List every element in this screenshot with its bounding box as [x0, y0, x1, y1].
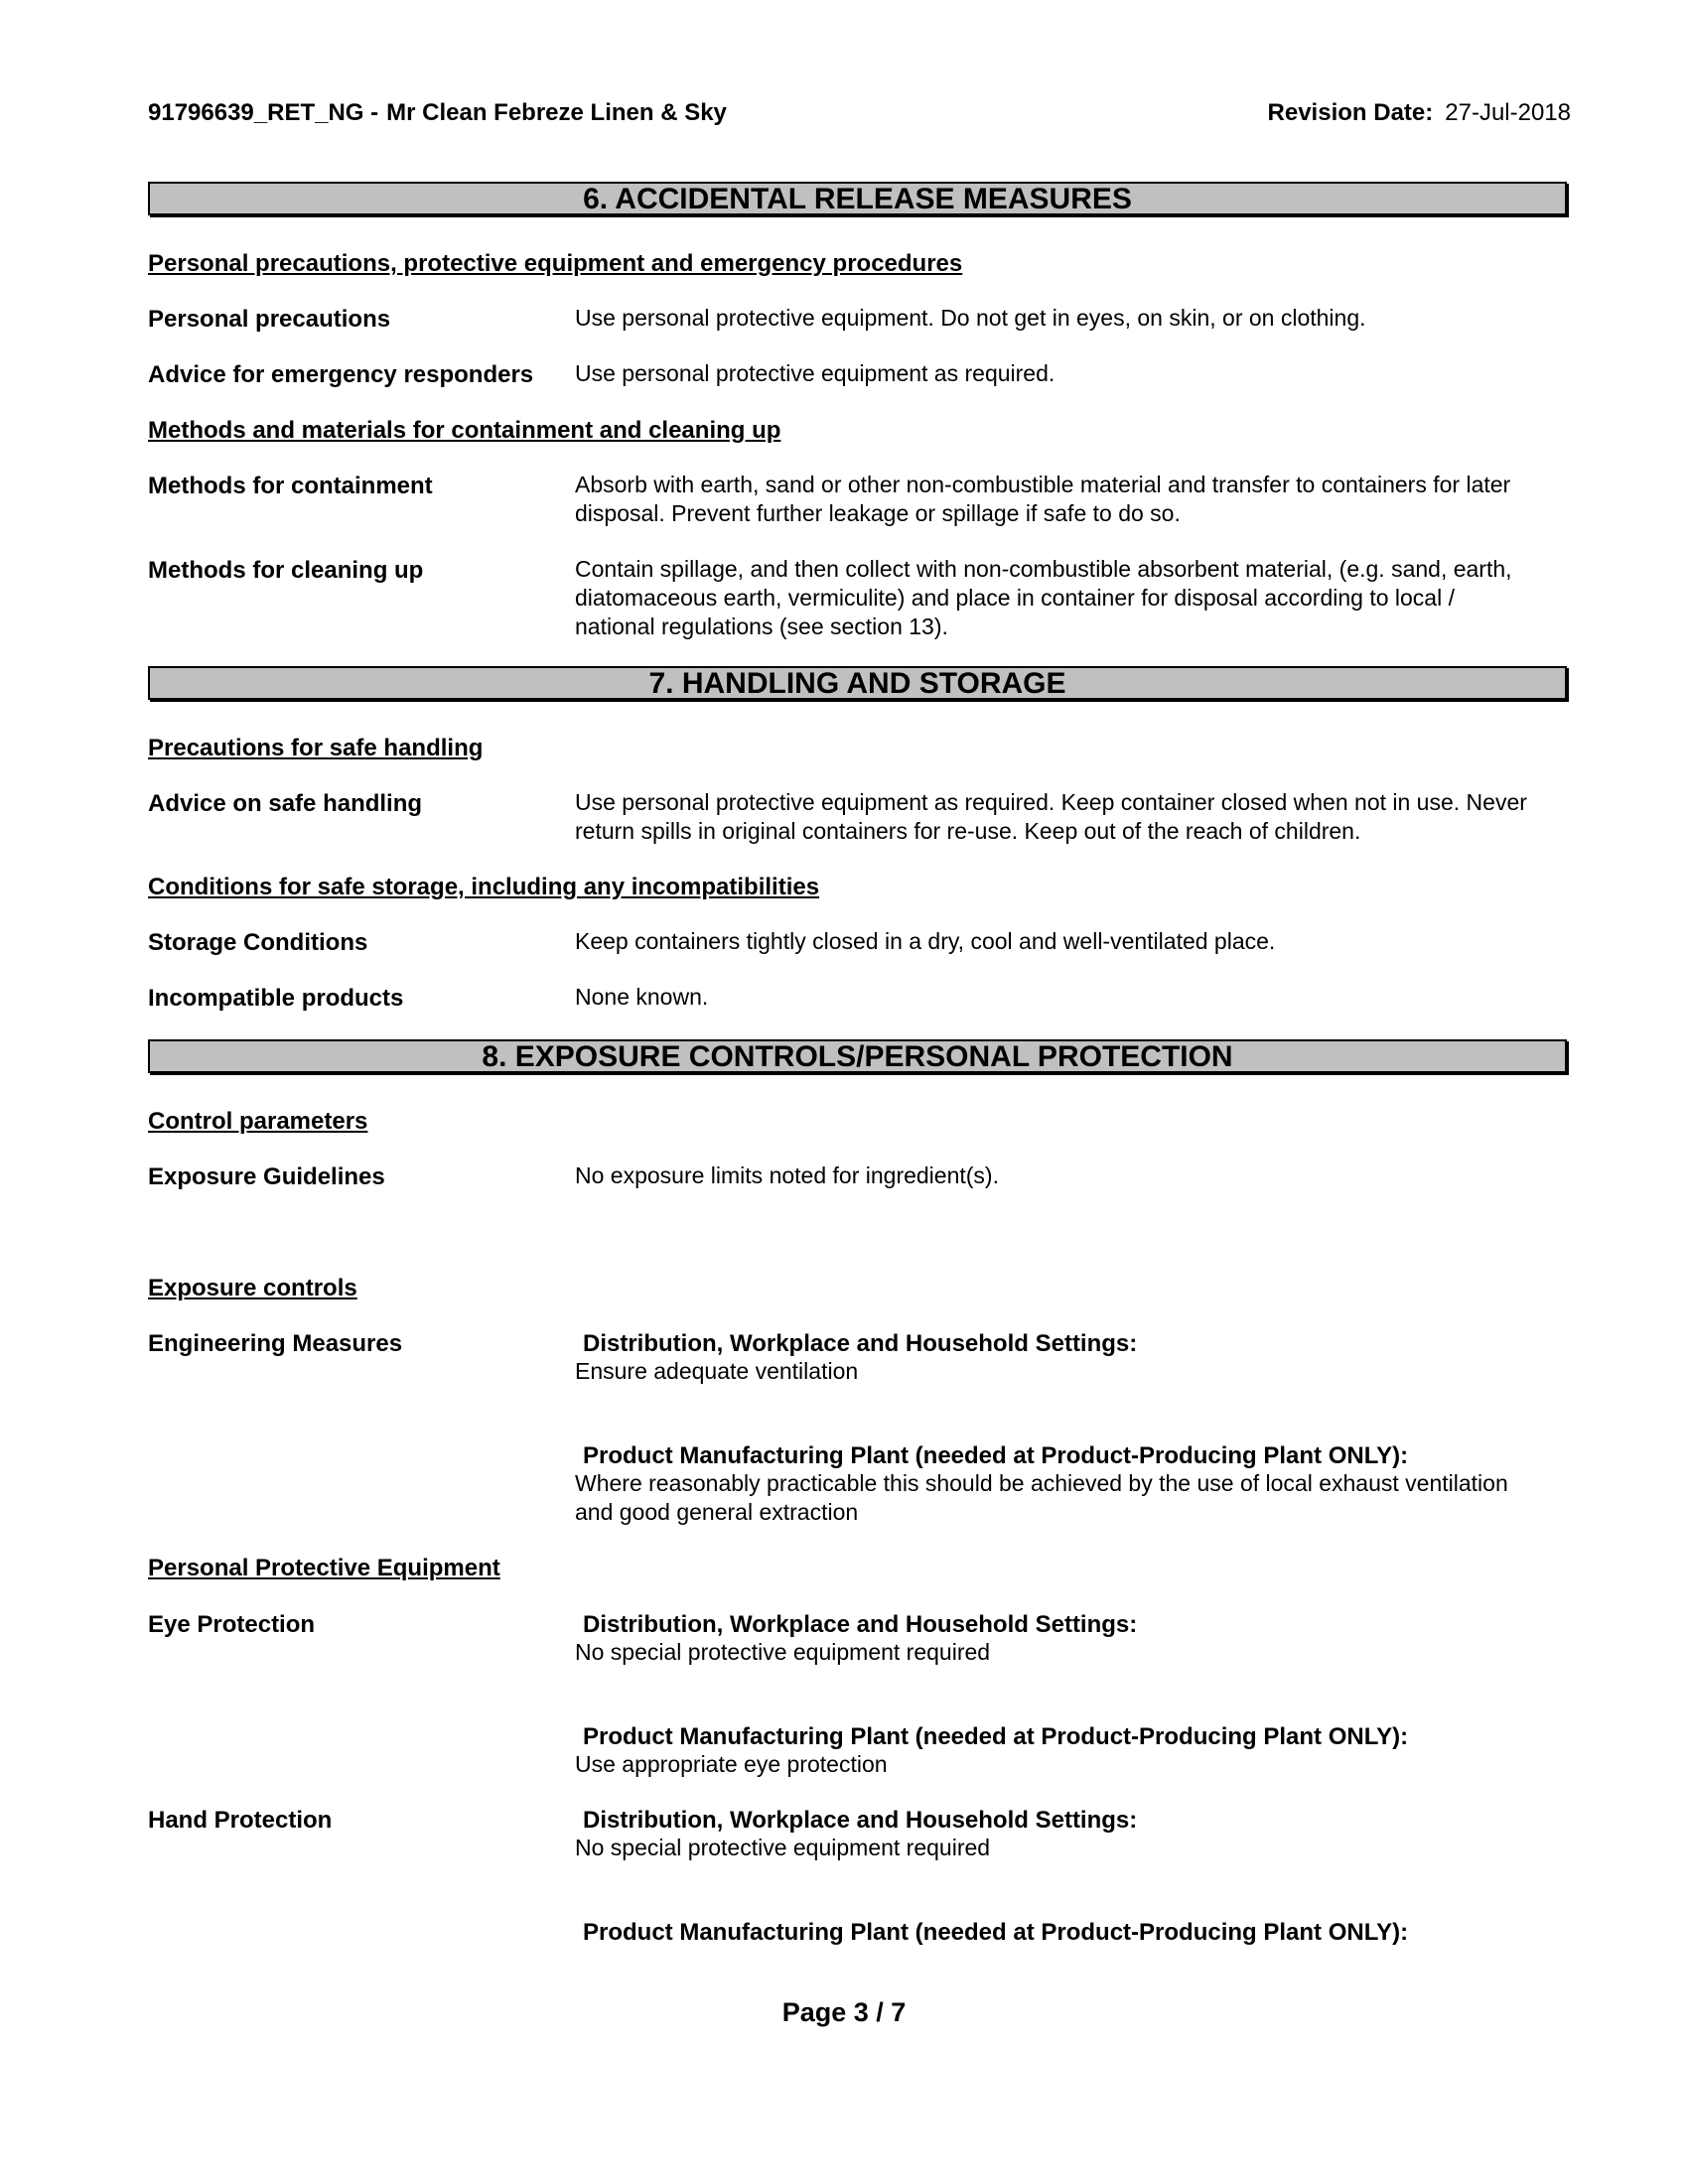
- revision-label: Revision Date:: [1267, 99, 1434, 126]
- storage-conditions-value: Keep containers tightly closed in a dry, cool and well-ventilated place.: [575, 928, 1276, 954]
- incompatible-products-value: None known.: [575, 984, 709, 1010]
- safe-handling-value: Use personal protective equipment as required. Keep container closed when not in use. Never return spills in original containers for re-use. Keep out of the reach of children.: [575, 789, 1527, 844]
- s8-subheading-control: Control parameters: [148, 1108, 368, 1135]
- personal-precautions-label: Personal precautions: [148, 306, 391, 333]
- eye-distribution-heading: Distribution, Workplace and Household Settings:: [583, 1611, 1138, 1638]
- revision-date: 27-Jul-2018: [1445, 99, 1571, 126]
- hand-distribution-heading: Distribution, Workplace and Household Settings:: [583, 1807, 1138, 1834]
- engineering-measures-label: Engineering Measures: [148, 1330, 403, 1357]
- containment-label: Methods for containment: [148, 473, 433, 499]
- hand-plant-heading: Product Manufacturing Plant (needed at Product-Producing Plant ONLY):: [583, 1919, 1409, 1946]
- cleaning-label: Methods for cleaning up: [148, 557, 424, 584]
- eng-plant-heading: Product Manufacturing Plant (needed at Product-Producing Plant ONLY):: [583, 1442, 1409, 1469]
- eye-distribution-value: No special protective equipment required: [575, 1639, 991, 1665]
- s7-subheading-handling: Precautions for safe handling: [148, 735, 484, 761]
- product-name: Mr Clean Febreze Linen & Sky: [386, 99, 727, 126]
- s7-subheading-storage: Conditions for safe storage, including any incompatibilities: [148, 874, 820, 900]
- storage-conditions-label: Storage Conditions: [148, 929, 368, 956]
- exposure-guidelines-label: Exposure Guidelines: [148, 1163, 385, 1190]
- document-header-id: [148, 99, 727, 127]
- doc-id: 91796639_RET_NG -: [148, 99, 379, 126]
- emergency-responders-label: Advice for emergency responders: [148, 361, 534, 388]
- eye-protection-label: Eye Protection: [148, 1611, 316, 1638]
- eng-distribution-value: Ensure adequate ventilation: [575, 1358, 859, 1384]
- hand-protection-label: Hand Protection: [148, 1807, 333, 1834]
- incompatible-products-label: Incompatible products: [148, 985, 404, 1012]
- hand-distribution-value: No special protective equipment required: [575, 1835, 991, 1860]
- safe-handling-label: Advice on safe handling: [148, 790, 423, 817]
- emergency-responders-value: Use personal protective equipment as required.: [575, 360, 1055, 386]
- eng-distribution-heading: Distribution, Workplace and Household Settings:: [583, 1330, 1138, 1357]
- eye-plant-value: Use appropriate eye protection: [575, 1751, 888, 1777]
- eng-plant-value: Where reasonably practicable this should be achieved by the use of local exhaust ventilation and good general extraction: [575, 1470, 1508, 1525]
- s8-subheading-exposure-controls: Exposure controls: [148, 1275, 357, 1301]
- s6-subheading-precautions: Personal precautions, protective equipment and emergency procedures: [148, 250, 963, 277]
- containment-value: Absorb with earth, sand or other non-combustible material and transfer to containers for later disposal. Prevent further leakage or spillage if safe to do so.: [575, 472, 1511, 526]
- section-7-title: 7. HANDLING AND STORAGE: [148, 666, 1567, 700]
- cleaning-value: Contain spillage, and then collect with non-combustible absorbent material, (e.g. sand, earth, diatomaceous earth, vermiculite) and place in container for disposal according to local / national regulations (see section 13).: [575, 556, 1512, 639]
- s8-subheading-ppe: Personal Protective Equipment: [148, 1555, 500, 1581]
- page-number: Page 3 / 7: [781, 1997, 907, 2027]
- section-6-title: 6. ACCIDENTAL RELEASE MEASURES: [148, 182, 1567, 215]
- s6-subheading-containment: Methods and materials for containment and cleaning up: [148, 417, 781, 444]
- revision-info: [1268, 99, 1571, 127]
- eye-plant-heading: Product Manufacturing Plant (needed at Product-Producing Plant ONLY):: [583, 1723, 1409, 1750]
- personal-precautions-value: Use personal protective equipment. Do not get in eyes, on skin, or on clothing.: [575, 305, 1366, 331]
- section-8-title: 8. EXPOSURE CONTROLS/PERSONAL PROTECTION: [148, 1039, 1567, 1073]
- exposure-guidelines-value: No exposure limits noted for ingredient(s).: [575, 1162, 999, 1188]
